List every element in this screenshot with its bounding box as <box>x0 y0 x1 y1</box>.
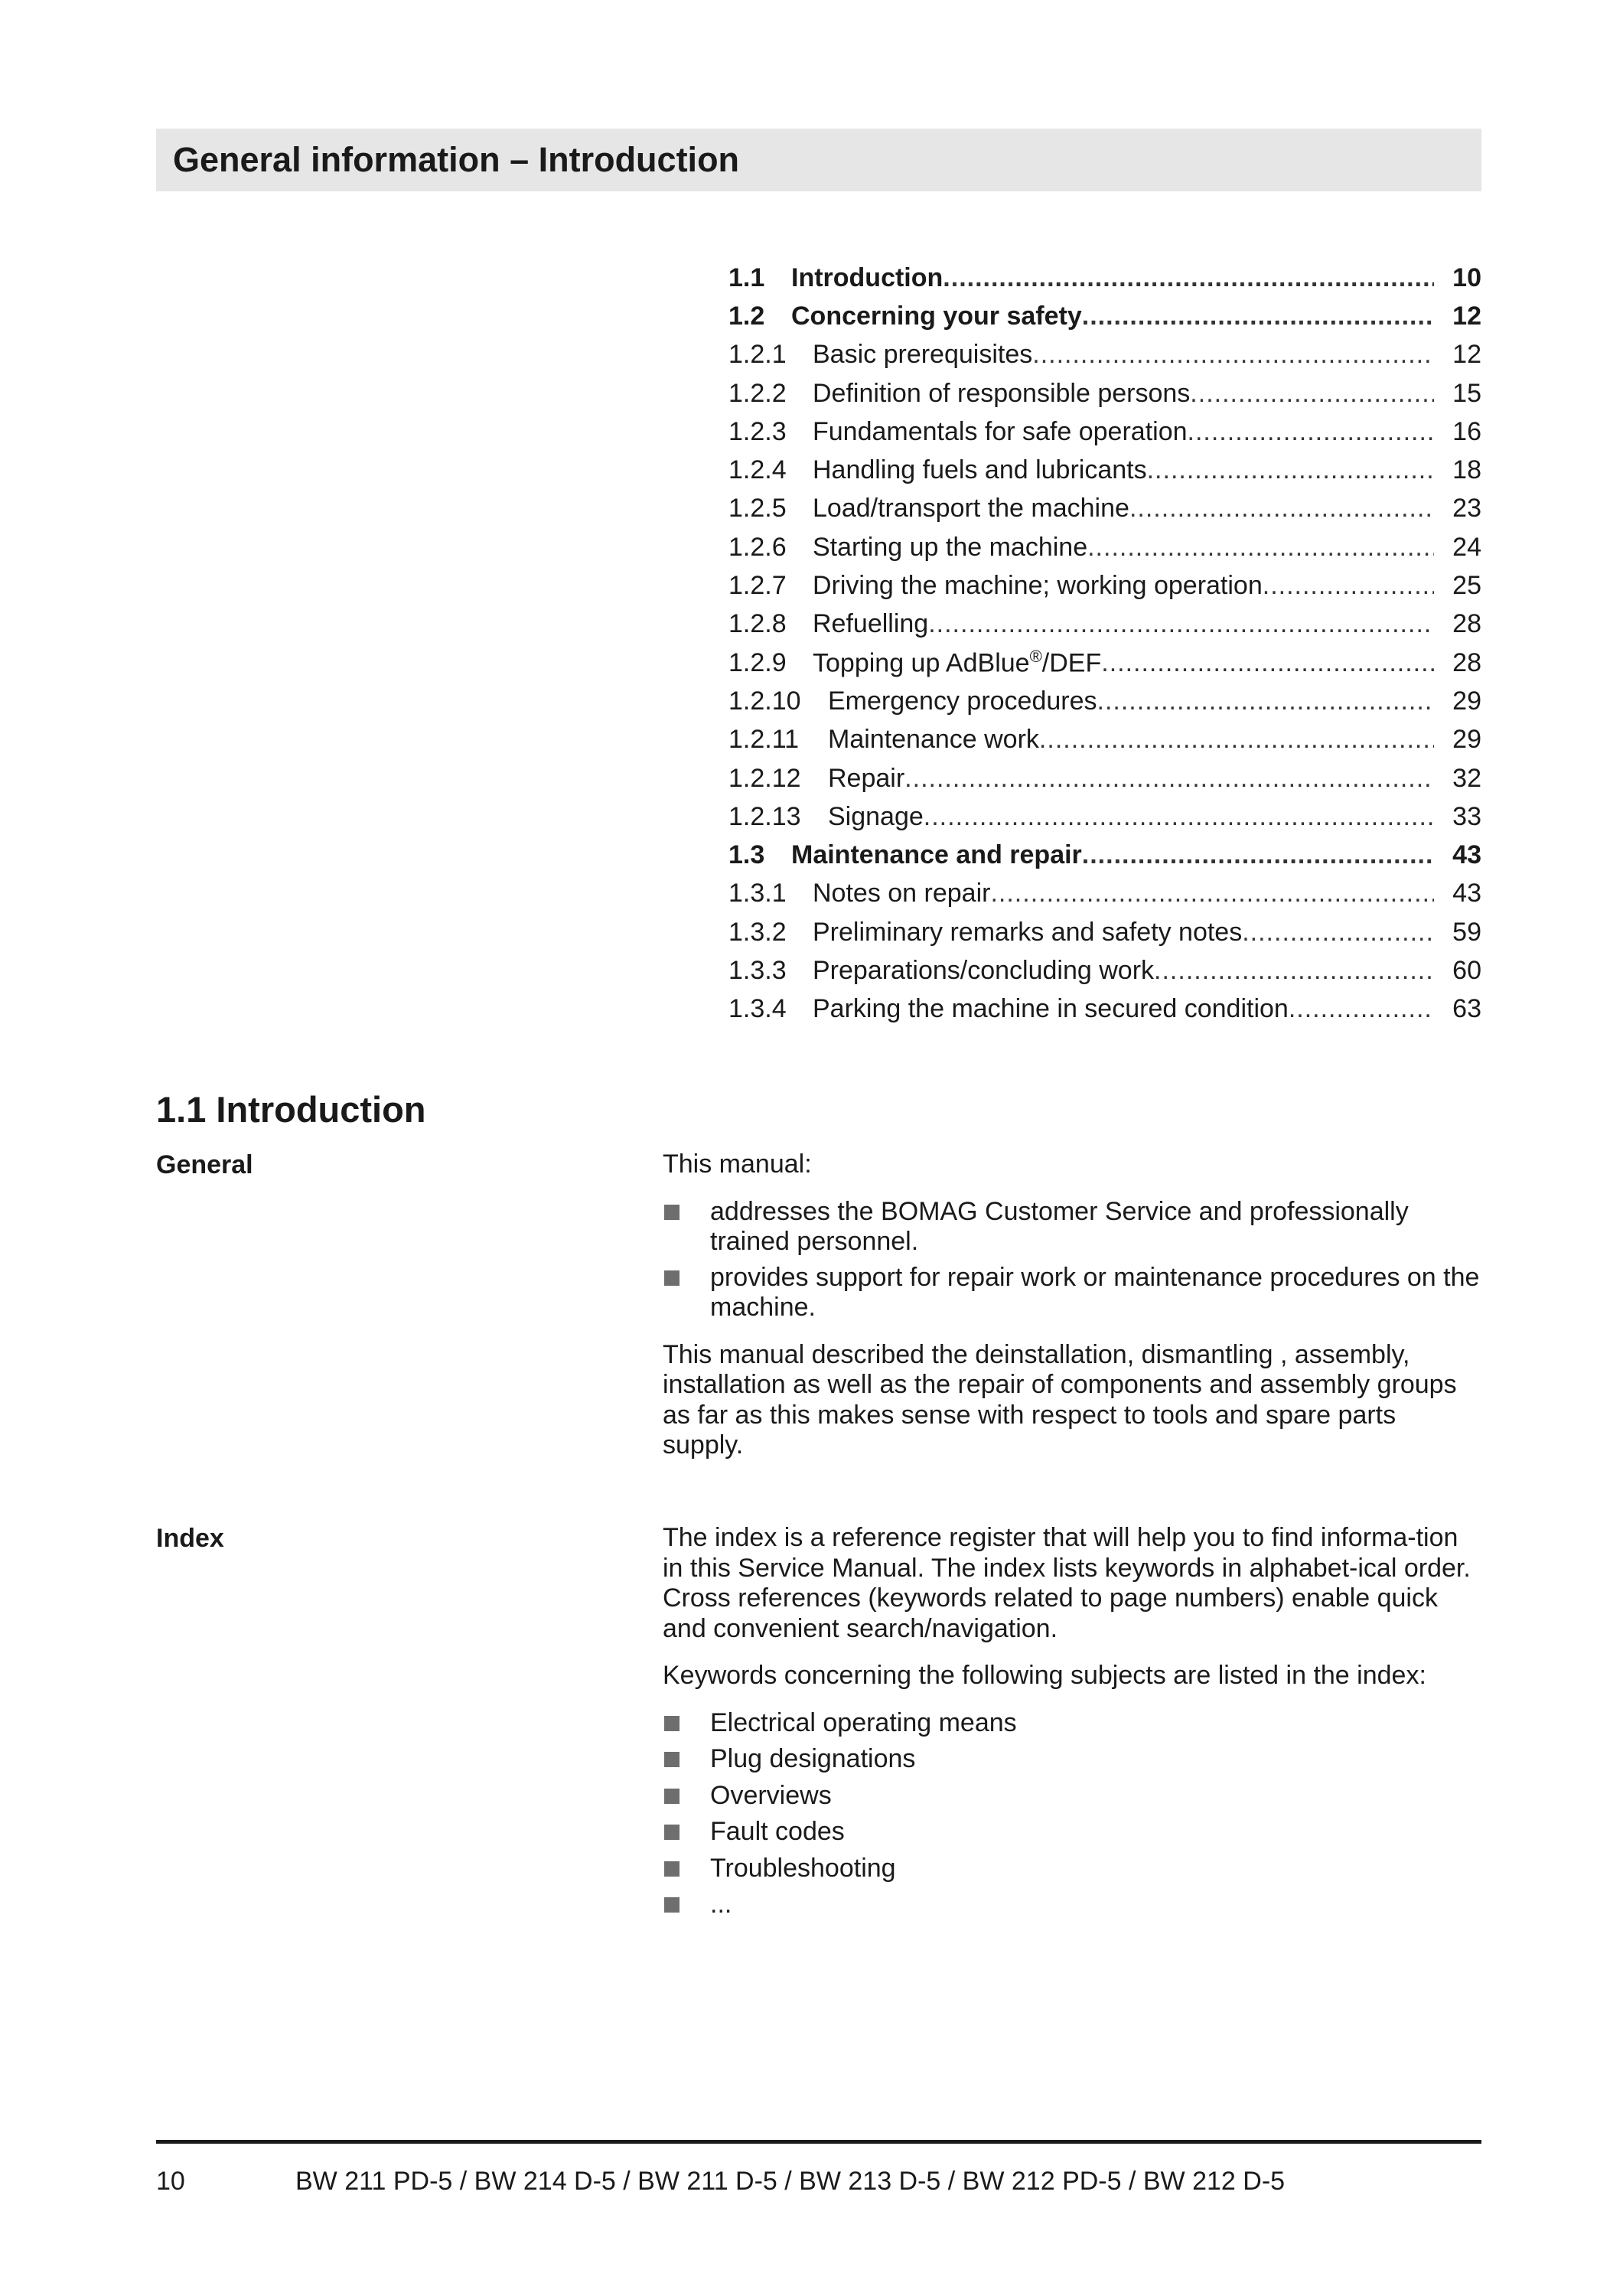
square-bullet-icon <box>664 1861 680 1877</box>
toc-dot-leader <box>1242 918 1434 947</box>
toc-entry-title: Introduction <box>791 263 943 292</box>
toc-entry-page: 12 <box>1452 340 1481 370</box>
toc-entry-number: 1.2.8 <box>728 609 787 639</box>
toc-entry-number: 1.2.11 <box>728 725 800 755</box>
toc-entry-title: Maintenance work <box>828 725 1039 755</box>
toc-entry-page: 33 <box>1452 801 1481 831</box>
toc-entry-title: Basic prerequisites <box>813 340 1033 370</box>
toc-dot-leader <box>1289 994 1434 1024</box>
page-title: General information – Introduction <box>173 140 740 179</box>
toc-entry-title: Parking the machine in secured condition <box>813 994 1289 1024</box>
toc-dot-leader <box>1129 494 1434 523</box>
toc-entry-title: Notes on repair <box>813 879 991 908</box>
toc-dot-leader <box>1082 302 1434 331</box>
toc-entry-page: 59 <box>1452 917 1481 947</box>
toc-entry-page: 16 <box>1452 416 1481 446</box>
toc-entry-page: 43 <box>1452 840 1481 870</box>
toc-entry-page: 29 <box>1452 686 1481 716</box>
toc-dot-leader <box>1101 648 1434 678</box>
general-body <box>663 1150 1481 1478</box>
toc-entry-number: 1.2.1 <box>728 340 787 370</box>
toc-entry[interactable] <box>728 797 1481 836</box>
toc-entry[interactable] <box>728 682 1481 720</box>
square-bullet-icon <box>664 1897 680 1913</box>
toc-dot-leader <box>990 879 1434 908</box>
toc-entry-title: Maintenance and repair <box>791 840 1082 870</box>
toc-entry-number: 1.2.5 <box>728 494 787 523</box>
list-item: Plug designations <box>663 1744 1481 1775</box>
general-intro: This manual: <box>663 1150 812 1179</box>
footer-model-list: BW 211 PD-5 / BW 214 D-5 / BW 211 D-5 / BW 213 D-5 / BW 212 PD-5 / BW 212 D-5 <box>295 2167 1286 2196</box>
toc-entry-title: Repair <box>828 763 905 793</box>
toc-entry[interactable] <box>728 913 1481 951</box>
toc-entry[interactable] <box>728 259 1481 297</box>
toc-entry-title: Refuelling <box>813 609 929 639</box>
toc-entry-title: Handling fuels and lubricants <box>813 455 1147 485</box>
toc-dot-leader <box>1039 725 1434 755</box>
list-item: Overviews <box>663 1781 1481 1812</box>
toc-dot-leader <box>924 802 1434 832</box>
index-label: Index <box>156 1524 224 1553</box>
toc-entry[interactable] <box>728 566 1481 605</box>
toc-entry-page: 15 <box>1452 378 1481 408</box>
toc-entry-number: 1.1 <box>728 263 765 292</box>
general-label: General <box>156 1150 253 1179</box>
index-paragraph-1: The index is a reference register that will help you to find informa-tion in this Service Manual. The index lists keywords in alphabet-ical order. Cross references (keywords related to page numbers) enable quick and convenient search/navigation. <box>663 1523 1471 1643</box>
index-paragraph-2: Keywords concerning the following subjects are listed in the index: <box>663 1661 1426 1690</box>
page-header <box>156 129 1481 191</box>
toc-entry[interactable] <box>728 836 1481 874</box>
toc-entry-title: Preparations/concluding work <box>813 955 1155 985</box>
square-bullet-icon <box>664 1752 680 1767</box>
toc-entry-title: Fundamentals for safe operation <box>813 416 1188 446</box>
toc-entry-title: Concerning your safety <box>791 301 1082 331</box>
toc-entry[interactable] <box>728 951 1481 990</box>
square-bullet-icon <box>664 1716 680 1731</box>
toc-entry-number: 1.3.4 <box>728 994 787 1024</box>
toc-dot-leader <box>1190 379 1434 409</box>
square-bullet-icon <box>664 1789 680 1804</box>
index-bullet-list <box>663 1708 1481 1920</box>
toc-entry-page: 28 <box>1452 609 1481 639</box>
square-bullet-icon <box>664 1270 680 1286</box>
toc-entry-page: 23 <box>1452 494 1481 523</box>
toc-entry-title: Driving the machine; working operation <box>813 571 1263 601</box>
toc-entry-number: 1.2 <box>728 301 765 331</box>
toc-entry[interactable] <box>728 644 1481 682</box>
list-item: ... <box>663 1890 1481 1920</box>
toc-dot-leader <box>1097 687 1434 716</box>
toc-entry[interactable] <box>728 451 1481 489</box>
toc-dot-leader <box>1147 455 1434 485</box>
toc-entry-number: 1.2.4 <box>728 455 787 485</box>
toc-entry-number: 1.2.12 <box>728 763 801 793</box>
toc-entry[interactable] <box>728 297 1481 335</box>
toc-entry-number: 1.2.13 <box>728 801 801 831</box>
toc-entry-page: 28 <box>1452 647 1481 677</box>
toc-entry[interactable] <box>728 374 1481 413</box>
toc-entry-page: 10 <box>1452 263 1481 292</box>
toc-entry-number: 1.2.10 <box>728 686 801 716</box>
toc-dot-leader <box>1032 340 1434 370</box>
list-item: provides support for repair work or maintenance procedures on the machine. <box>663 1263 1481 1323</box>
toc-dot-leader <box>1263 571 1434 601</box>
toc-entry-title: Signage <box>828 801 924 831</box>
toc-entry-page: 12 <box>1452 301 1481 331</box>
toc-entry-title: Preliminary remarks and safety notes <box>813 917 1243 947</box>
list-item: Electrical operating means <box>663 1708 1481 1739</box>
toc-entry-page: 32 <box>1452 763 1481 793</box>
toc-entry[interactable] <box>728 605 1481 644</box>
toc-entry-title: Starting up the machine <box>813 532 1088 562</box>
list-item: Fault codes <box>663 1817 1481 1848</box>
toc-entry-page: 60 <box>1452 955 1481 985</box>
toc-entry[interactable] <box>728 336 1481 374</box>
toc-entry[interactable] <box>728 759 1481 797</box>
list-item: addresses the BOMAG Customer Service and professionally trained personnel. <box>663 1197 1481 1257</box>
toc-entry[interactable] <box>728 721 1481 759</box>
toc-entry-page: 63 <box>1452 994 1481 1024</box>
square-bullet-icon <box>664 1825 680 1840</box>
toc-dot-leader <box>1188 417 1434 447</box>
toc-entry-page: 25 <box>1452 571 1481 601</box>
toc-entry-page: 24 <box>1452 532 1481 562</box>
toc-entry[interactable] <box>728 990 1481 1029</box>
toc-entry-number: 1.2.7 <box>728 571 787 601</box>
toc-dot-leader <box>928 609 1434 639</box>
toc-entry[interactable] <box>728 413 1481 451</box>
toc-dot-leader <box>1082 840 1434 870</box>
toc-entry[interactable] <box>728 528 1481 566</box>
toc-dot-leader <box>1087 533 1434 563</box>
list-item: Troubleshooting <box>663 1854 1481 1884</box>
toc-entry-number: 1.2.6 <box>728 532 787 562</box>
table-of-contents <box>728 259 1481 1029</box>
general-paragraph: This manual described the deinstallation, dismantling , assembly, installation as well as the repair of components and assembly groups as far as this makes sense with respect to tools and spare parts supply. <box>663 1339 1457 1459</box>
toc-entry-title: Emergency procedures <box>828 686 1097 716</box>
toc-entry-number: 1.2.2 <box>728 378 787 408</box>
section-heading: 1.1 Introduction <box>156 1089 426 1130</box>
toc-entry-title: Definition of responsible persons <box>813 378 1191 408</box>
toc-entry-page: 29 <box>1452 725 1481 755</box>
toc-dot-leader <box>904 764 1434 794</box>
toc-entry[interactable] <box>728 490 1481 528</box>
toc-entry-number: 1.3 <box>728 840 765 870</box>
toc-entry-title: Topping up AdBlue®/DEF <box>813 647 1102 678</box>
toc-entry-number: 1.3.1 <box>728 879 787 908</box>
toc-entry-number: 1.2.3 <box>728 416 787 446</box>
toc-entry-page: 18 <box>1452 455 1481 485</box>
toc-dot-leader <box>943 263 1434 293</box>
toc-entry-title: Load/transport the machine <box>813 494 1129 523</box>
general-bullet-list <box>663 1197 1481 1323</box>
square-bullet-icon <box>664 1205 680 1220</box>
toc-entry-number: 1.3.3 <box>728 955 787 985</box>
footer-divider <box>156 2140 1481 2144</box>
toc-entry-page: 43 <box>1452 879 1481 908</box>
toc-entry[interactable] <box>728 875 1481 913</box>
toc-dot-leader <box>1154 956 1434 986</box>
toc-entry-number: 1.2.9 <box>728 647 787 677</box>
toc-entry-number: 1.3.2 <box>728 917 787 947</box>
index-body <box>663 1523 1481 1937</box>
footer-page-number: 10 <box>156 2167 185 2196</box>
